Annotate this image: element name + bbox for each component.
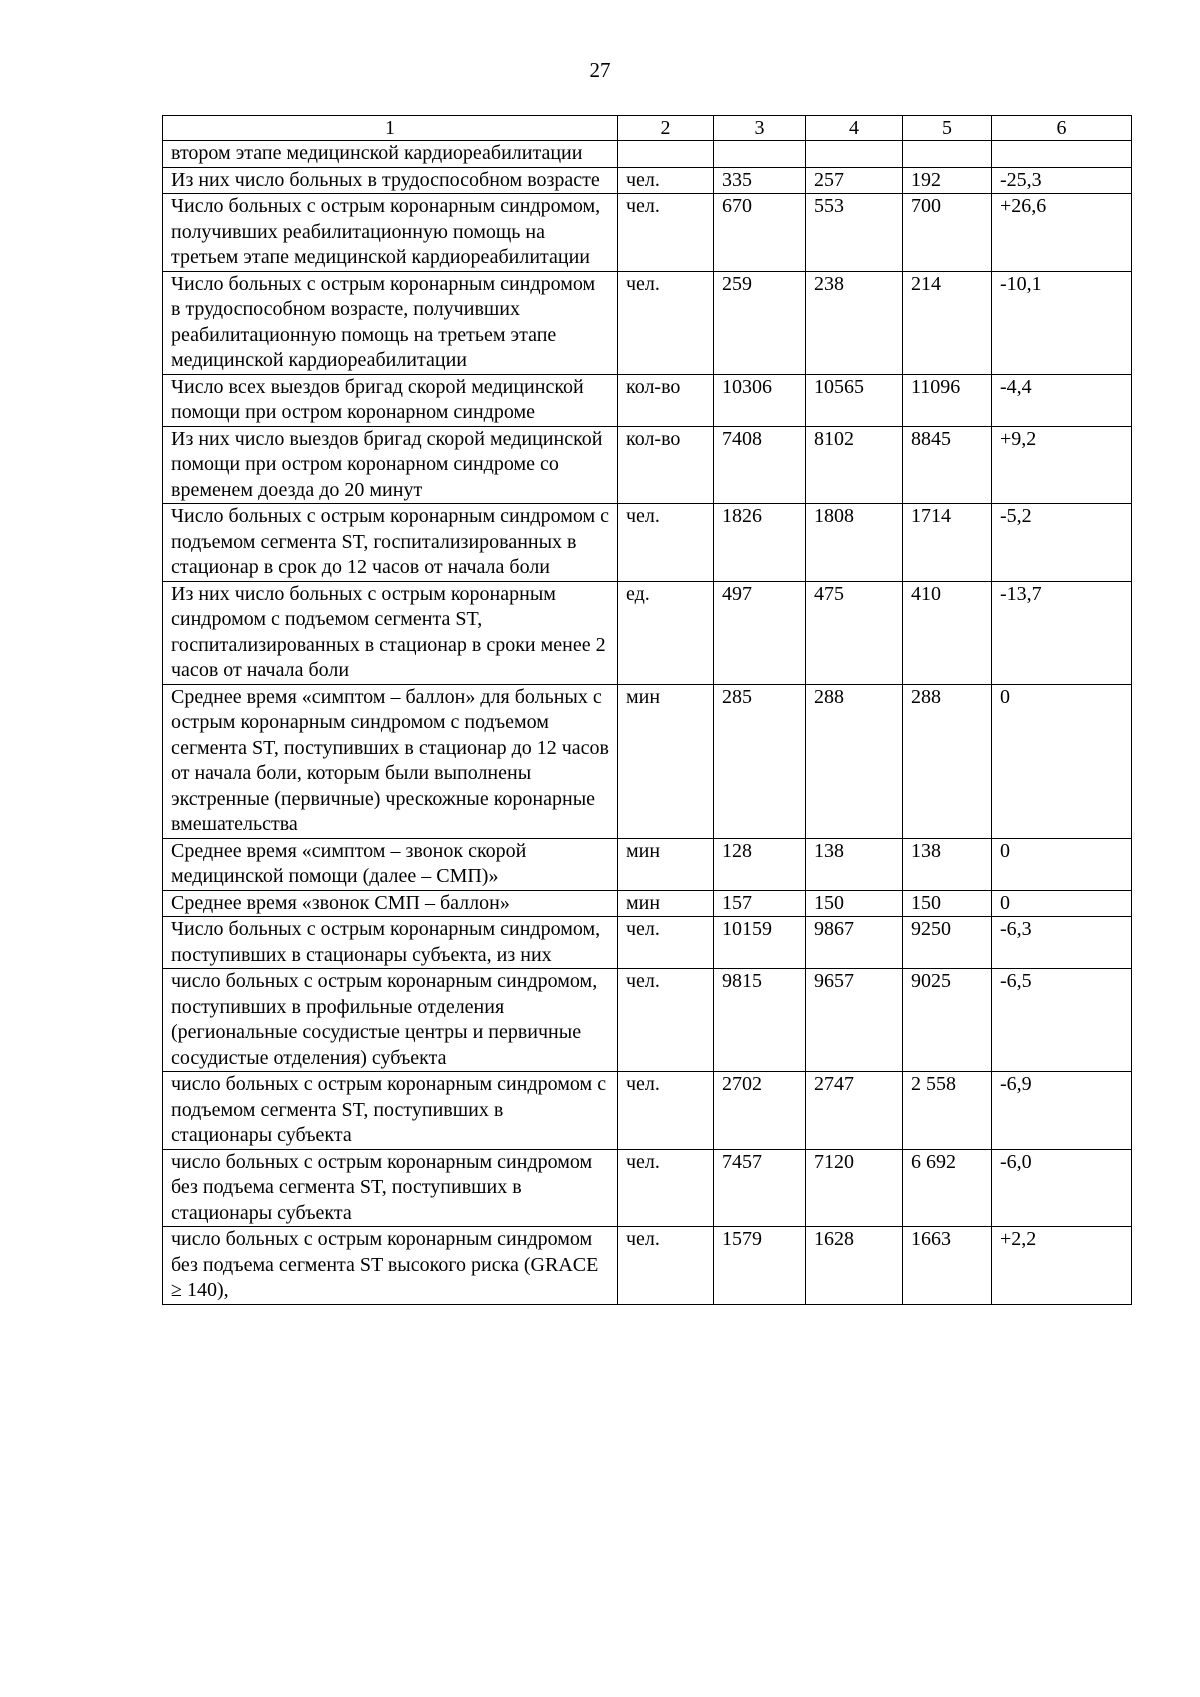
indicator-cell: число больных с острым коронарным синдромом без подъема сегмента ST высокого риска (GRACE ≥ 140), — [163, 1227, 618, 1305]
indicator-cell: число больных с острым коронарным синдромом без подъема сегмента ST, поступивших в стационары субъекта — [163, 1149, 618, 1227]
unit-cell: чел. — [618, 271, 714, 374]
value-col4-cell: 9867 — [806, 917, 903, 969]
change-cell: -10,1 — [992, 271, 1132, 374]
change-cell: -6,9 — [992, 1072, 1132, 1150]
value-col3-cell: 128 — [714, 838, 806, 890]
table-row — [163, 504, 1132, 582]
change-cell: +26,6 — [992, 194, 1132, 272]
unit-cell: чел. — [618, 504, 714, 582]
value-col3-cell: 7457 — [714, 1149, 806, 1227]
unit-cell: ед. — [618, 581, 714, 684]
indicator-cell: Число больных с острым коронарным синдромом в трудоспособном возрасте, получивших реабилитационную помощь на третьем этапе медицинской кардиореабилитации — [163, 271, 618, 374]
indicator-cell: Число больных с острым коронарным синдромом, поступивших в стационары субъекта, из них — [163, 917, 618, 969]
header-cell: 3 — [714, 116, 806, 141]
value-col5-cell: 8845 — [903, 426, 992, 504]
change-cell: -4,4 — [992, 374, 1132, 426]
value-col4-cell: 1808 — [806, 504, 903, 582]
table-row — [163, 838, 1132, 890]
value-col3-cell: 1579 — [714, 1227, 806, 1305]
indicator-cell: число больных с острым коронарным синдромом, поступивших в профильные отделения (региональные сосудистые центры и первичные сосудистые отделения) субъекта — [163, 969, 618, 1072]
unit-cell: чел. — [618, 917, 714, 969]
value-col5-cell: 214 — [903, 271, 992, 374]
header-cell: 6 — [992, 116, 1132, 141]
table-row — [163, 1072, 1132, 1150]
indicator-cell: Число всех выездов бригад скорой медицинской помощи при остром коронарном синдроме — [163, 374, 618, 426]
value-col5-cell: 1714 — [903, 504, 992, 582]
change-cell: 0 — [992, 890, 1132, 917]
unit-cell: чел. — [618, 1072, 714, 1150]
value-col4-cell: 150 — [806, 890, 903, 917]
table-row — [163, 194, 1132, 272]
value-col3-cell: 157 — [714, 890, 806, 917]
value-col5-cell: 410 — [903, 581, 992, 684]
value-col3-cell: 9815 — [714, 969, 806, 1072]
value-col5-cell: 9025 — [903, 969, 992, 1072]
indicator-cell: Из них число больных с острым коронарным синдромом с подъемом сегмента ST, госпитализированных в стационар в сроки менее 2 часов от начала боли — [163, 581, 618, 684]
value-col5-cell: 1663 — [903, 1227, 992, 1305]
indicator-cell: число больных с острым коронарным синдромом с подъемом сегмента ST, поступивших в стационары субъекта — [163, 1072, 618, 1150]
table-row — [163, 969, 1132, 1072]
change-cell: -5,2 — [992, 504, 1132, 582]
indicator-cell: Из них число выездов бригад скорой медицинской помощи при остром коронарном синдроме со временем доезда до 20 минут — [163, 426, 618, 504]
change-cell: -6,3 — [992, 917, 1132, 969]
unit-cell: мин — [618, 684, 714, 838]
value-col5-cell: 700 — [903, 194, 992, 272]
table-row — [163, 271, 1132, 374]
value-col3-cell: 10159 — [714, 917, 806, 969]
value-col5-cell: 9250 — [903, 917, 992, 969]
indicator-cell: Число больных с острым коронарным синдромом с подъемом сегмента ST, госпитализированных в стационар в срок до 12 часов от начала боли — [163, 504, 618, 582]
value-col4-cell: 475 — [806, 581, 903, 684]
value-col4-cell: 138 — [806, 838, 903, 890]
unit-cell — [618, 141, 714, 168]
value-col5-cell: 2 558 — [903, 1072, 992, 1150]
table-row — [163, 374, 1132, 426]
page-number: 27 — [589, 58, 611, 82]
value-col3-cell: 2702 — [714, 1072, 806, 1150]
value-col5-cell: 192 — [903, 167, 992, 194]
value-col5-cell: 11096 — [903, 374, 992, 426]
indicator-cell: Из них число больных в трудоспособном возрасте — [163, 167, 618, 194]
header-cell: 2 — [618, 116, 714, 141]
value-col3-cell: 10306 — [714, 374, 806, 426]
unit-cell: чел. — [618, 1227, 714, 1305]
indicator-cell: Число больных с острым коронарным синдромом, получивших реабилитационную помощь на третьем этапе медицинской кардиореабилитации — [163, 194, 618, 272]
value-col4-cell: 8102 — [806, 426, 903, 504]
value-col4-cell: 257 — [806, 167, 903, 194]
table-row — [163, 426, 1132, 504]
indicator-cell: втором этапе медицинской кардиореабилитации — [163, 141, 618, 168]
table-header-row — [163, 116, 1132, 141]
change-cell: 0 — [992, 838, 1132, 890]
value-col3-cell: 1826 — [714, 504, 806, 582]
header-cell: 1 — [163, 116, 618, 141]
value-col4-cell: 7120 — [806, 1149, 903, 1227]
change-cell: -6,5 — [992, 969, 1132, 1072]
unit-cell: мин — [618, 838, 714, 890]
table-row — [163, 1149, 1132, 1227]
change-cell: -13,7 — [992, 581, 1132, 684]
indicator-cell: Среднее время «симптом – звонок скорой медицинской помощи (далее – СМП)» — [163, 838, 618, 890]
table-row — [163, 581, 1132, 684]
unit-cell: чел. — [618, 969, 714, 1072]
value-col4-cell: 288 — [806, 684, 903, 838]
value-col5-cell: 138 — [903, 838, 992, 890]
value-col4-cell: 9657 — [806, 969, 903, 1072]
change-cell: -6,0 — [992, 1149, 1132, 1227]
table-row — [163, 917, 1132, 969]
unit-cell: мин — [618, 890, 714, 917]
value-col5-cell: 6 692 — [903, 1149, 992, 1227]
indicator-cell: Среднее время «звонок СМП – баллон» — [163, 890, 618, 917]
value-col3-cell: 497 — [714, 581, 806, 684]
statistics-table — [162, 115, 1132, 1305]
value-col3-cell — [714, 141, 806, 168]
value-col4-cell: 238 — [806, 271, 903, 374]
value-col5-cell: 150 — [903, 890, 992, 917]
indicator-cell: Среднее время «симптом – баллон» для больных с острым коронарным синдромом с подъемом сегмента ST, поступивших в стационар до 12 часов от начала боли, которым были выполнены экстренные (первичные) чрескожные коронарные вмешательства — [163, 684, 618, 838]
unit-cell: кол-во — [618, 374, 714, 426]
unit-cell: чел. — [618, 194, 714, 272]
unit-cell: чел. — [618, 1149, 714, 1227]
table-row — [163, 141, 1132, 168]
change-cell: +2,2 — [992, 1227, 1132, 1305]
value-col3-cell: 335 — [714, 167, 806, 194]
change-cell: +9,2 — [992, 426, 1132, 504]
value-col3-cell: 670 — [714, 194, 806, 272]
value-col4-cell: 553 — [806, 194, 903, 272]
value-col5-cell — [903, 141, 992, 168]
header-cell: 5 — [903, 116, 992, 141]
table-row — [163, 890, 1132, 917]
value-col3-cell: 259 — [714, 271, 806, 374]
value-col5-cell: 288 — [903, 684, 992, 838]
change-cell: 0 — [992, 684, 1132, 838]
table-row — [163, 684, 1132, 838]
value-col4-cell: 1628 — [806, 1227, 903, 1305]
change-cell: -25,3 — [992, 167, 1132, 194]
value-col4-cell — [806, 141, 903, 168]
unit-cell: кол-во — [618, 426, 714, 504]
value-col3-cell: 7408 — [714, 426, 806, 504]
header-cell: 4 — [806, 116, 903, 141]
value-col3-cell: 285 — [714, 684, 806, 838]
table-row — [163, 1227, 1132, 1305]
value-col4-cell: 2747 — [806, 1072, 903, 1150]
change-cell — [992, 141, 1132, 168]
unit-cell: чел. — [618, 167, 714, 194]
value-col4-cell: 10565 — [806, 374, 903, 426]
table-row — [163, 167, 1132, 194]
